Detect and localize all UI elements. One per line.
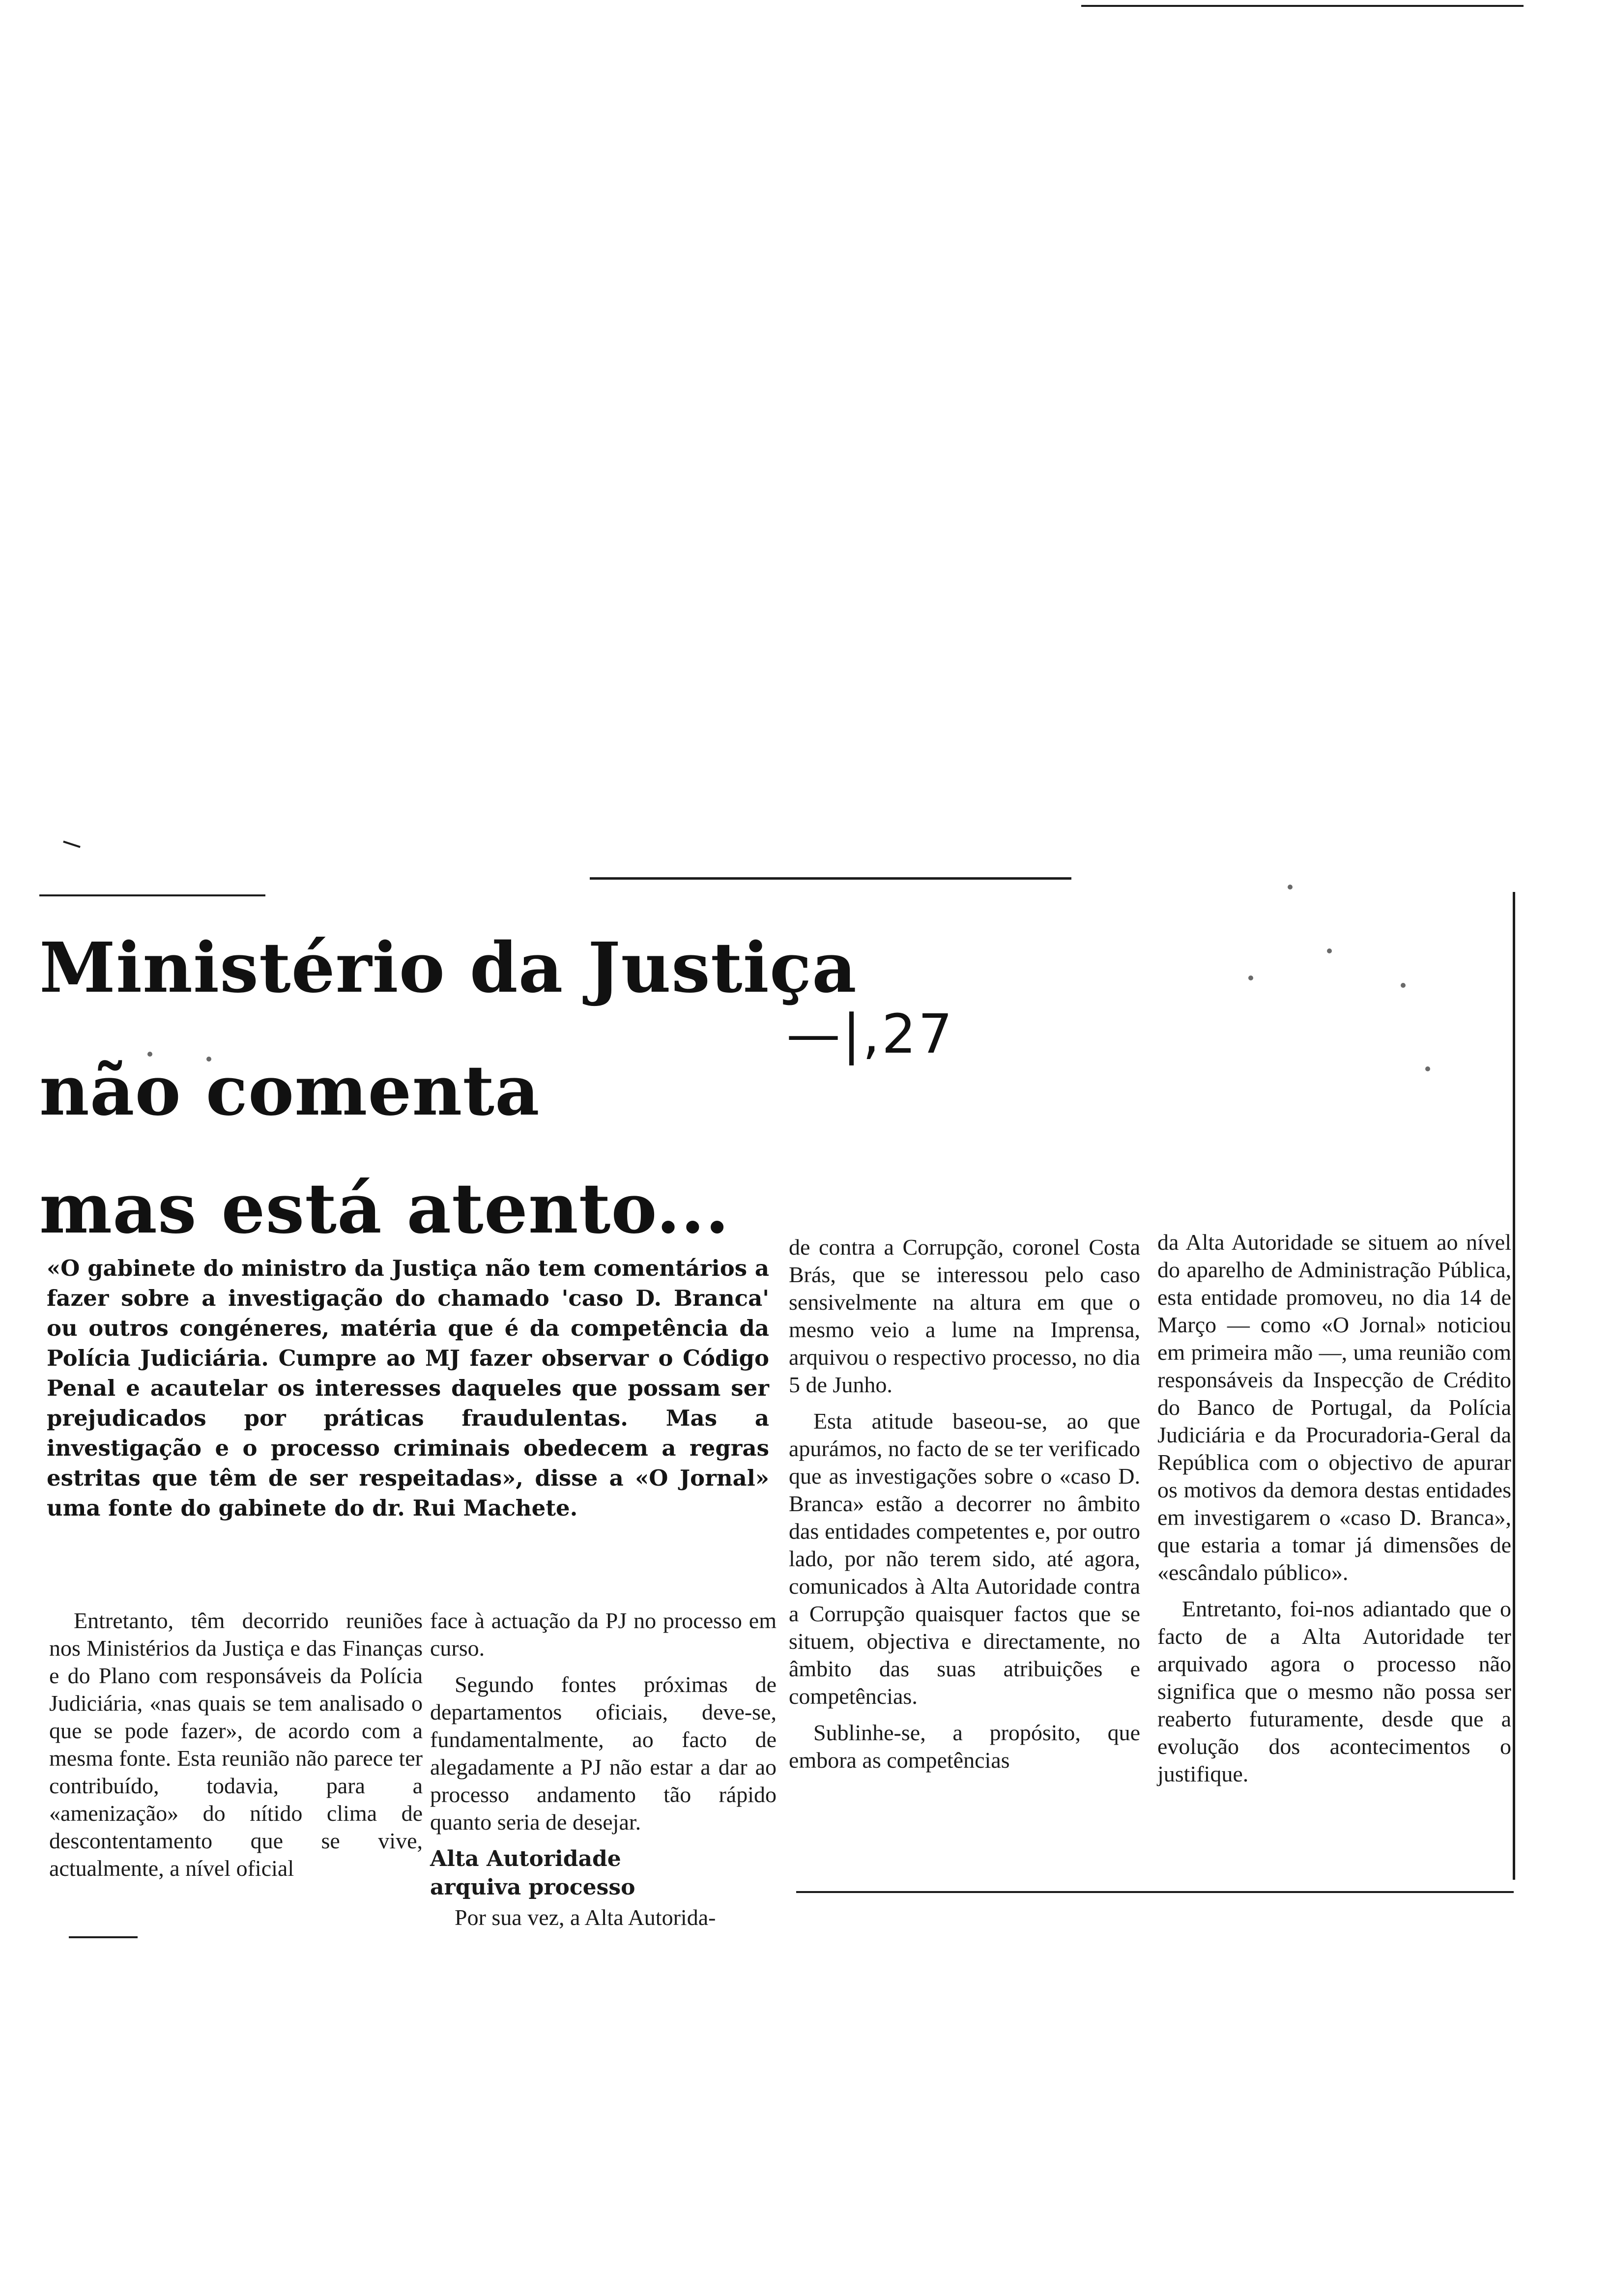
headline-line-3: mas está atento... [39, 1169, 730, 1249]
column-3-paragraph-3: Sublinhe-se, a propósito, que embora as competências [789, 1720, 1140, 1773]
article-column-1 [49, 1607, 423, 1891]
clipping-right-border [1513, 892, 1515, 1880]
corner-mark [63, 841, 80, 848]
lead-paragraph: «O gabinete do ministro da Justiça não tem comentários a fazer sobre a investigação do chamado 'caso D. Branca' ou outros congéneres, matéria que é da competência da Polícia Judiciária. Cumpre ao MJ fazer observar o Código Penal e acautelar os interesses daqueles que possam ser prejudicados por práticas fraudulentas. Mas a investigação e o processo criminais obedecem a regras estritas que têm de ser respeitadas», disse a «O Jornal» uma fonte do gabinete do dr. Rui Machete. [47, 1255, 769, 1521]
top-edge-rule [1081, 5, 1524, 7]
column-3-paragraph-1: de contra a Corrupção, coronel Costa Brás, que se interessou pelo caso sensivelmente na altura em que o mesmo veio a lume na Imprensa, arquivou o respectivo processo, no dia 5 de Junho. [789, 1234, 1140, 1397]
scan-speck [1248, 976, 1253, 980]
scan-speck [1327, 948, 1332, 953]
scan-speck [1288, 885, 1293, 890]
scan-speck [1401, 983, 1406, 988]
clipping-top-rule-left [39, 894, 265, 896]
article-column-3 [789, 1234, 1140, 1783]
scan-speck [1425, 1066, 1430, 1071]
column-4-paragraph-1: da Alta Autoridade se situem ao nível do aparelho de Administração Pública, esta entidade promoveu, no dia 14 de Março — como «O Jornal» noticiou em primeira mão —, uma reunião com responsáveis da Inspecção de Crédito do Banco de Portugal, da Polícia Judiciária e da Procuradoria-Geral da República com o objectivo de apurar os motivos da demora destas entidades em investigarem o «caso D. Branca», que estaria a tomar já dimensões de «escândalo público». [1157, 1230, 1511, 1585]
clipping-top-rule-right [590, 877, 1071, 880]
subheading-line-2: arquiva processo [430, 1875, 635, 1900]
article-column-2 [430, 1607, 777, 1940]
headline-line-2: não comenta [39, 1051, 540, 1131]
column-1-paragraph-1: Entretanto, têm decorrido reuniões nos Ministérios da Justiça e das Finanças e do Plano com responsáveis da Polícia Judiciária, «nas quais se tem analisado o que se pode fazer», de acordo com a mesma fonte. Esta reunião não parece ter contribuído, todavia, para a «amenização» do nítido clima de descontentamento que se vive, actualmente, a nível oficial [49, 1608, 423, 1881]
column-3-paragraph-2: Esta atitude baseou-se, ao que apurámos, no facto de se ter verificado que as investigações sobre o «caso D. Branca» estão a decorrer no âmbito das entidades competentes e, por outro lado, por não terem sido, até agora, comunicados à Alta Autoridade contra a Corrupção quaisquer factos que se situem, objectiva e directamente, no âmbito das suas atribuições e competências. [789, 1408, 1140, 1709]
column-2-paragraph-1: face à actuação da PJ no processo em curso. [430, 1608, 777, 1661]
column-2-paragraph-3: Por sua vez, a Alta Autorida- [455, 1905, 716, 1930]
column-4-paragraph-2: Entretanto, foi-nos adiantado que o facto de a Alta Autoridade ter arquivado agora o processo não significa que o mesmo não possa ser reaberto futuramente, desde que a evolução dos acontecimentos o justifique. [1157, 1596, 1511, 1786]
subheading-line-1: Alta Autoridade [430, 1846, 621, 1871]
column-2-paragraph-2: Segundo fontes próximas de departamentos oficiais, deve-se, fundamentalmente, ao facto de alegadamente a PJ não estar a dar ao processo andamento tão rápido quanto seria de desejar. [430, 1672, 777, 1835]
handwritten-annotation: —|,27 [786, 1003, 954, 1065]
article-column-4 [1157, 1229, 1511, 1797]
headline-line-1: Ministério da Justiça [39, 928, 857, 1008]
clipping-bottom-rule-left [69, 1936, 138, 1938]
clipping-bottom-rule-right [796, 1891, 1514, 1893]
